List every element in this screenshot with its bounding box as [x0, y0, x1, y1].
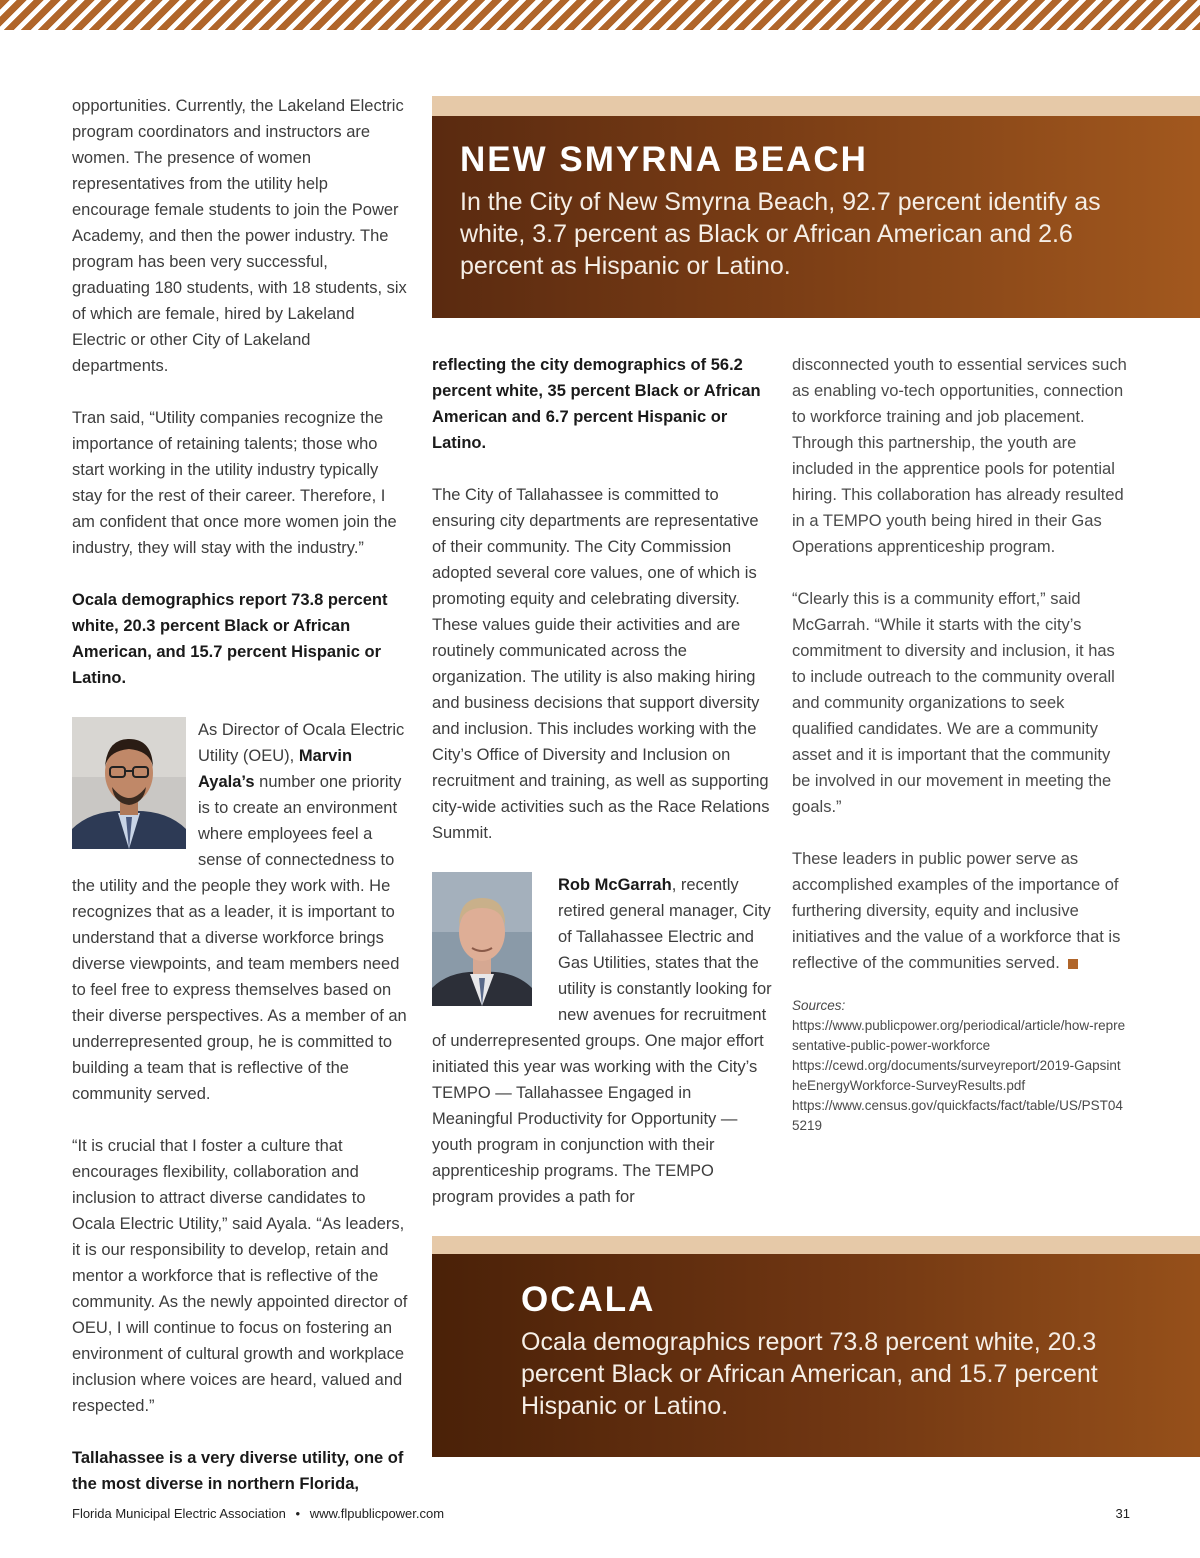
callout-body	[432, 116, 1200, 318]
paragraph-lakeland: opportunities. Currently, the Lakeland Electric program coordinators and instructors are women. The presence of women representatives from the utility help encourage female students to join the Power Academy, and then the power industry. The program has been very successful, graduating 180 students, with 18 students, six of which are female, hired by Lakeland Electric or other City of Lakeland departments.	[72, 97, 407, 375]
mcgarrah-name: Rob McGarrah	[558, 876, 672, 894]
source-link[interactable]: https://cewd.org/documents/surveyreport/2019-GapsintheEnergyWorkforce-SurveyResults.pdf	[792, 1058, 1121, 1093]
portrait-image	[72, 717, 186, 849]
paragraph-tallahassee-demographics: reflecting the city demographics of 56.2 percent white, 35 percent Black or African American and 6.7 percent Hispanic or Latino.	[432, 356, 761, 452]
ayala-name: Marvin Ayala’s	[198, 747, 353, 791]
footer-separator: •	[295, 1506, 301, 1521]
paragraph-ayala	[72, 717, 408, 1107]
sources-label: Sources:	[792, 998, 846, 1013]
callout-tan-band	[432, 96, 1200, 116]
closing-text: These leaders in public power serve as accomplished examples of the importance of furthering diversity, equity and inclusive initiatives and the value of a workforce that is reflective of the communities served.	[792, 850, 1121, 972]
header-stripe-pattern	[0, 0, 1200, 30]
source-link[interactable]: https://www.publicpower.org/periodical/article/how-representative-public-power-workforce	[792, 1018, 1126, 1053]
mcgarrah-text: , recently retired general manager, City of Tallahassee Electric and Gas Utilities, states that the utility is constantly looking for new avenues for recruitment of underrepresented groups. One major effort initiated this year was working with the City’s TEMPO — Tallahassee Engaged in Meaningful Productivity for Opportunity — youth program in conjunction with their apprenticeship programs. The TEMPO program provides a path for	[432, 876, 772, 1206]
page-footer	[72, 1506, 1130, 1521]
source-link[interactable]: https://www.census.gov/quickfacts/fact/table/US/PST045219	[792, 1098, 1123, 1133]
paragraph-mcgarrah	[432, 872, 772, 1210]
paragraph-ayala-quote: “It is crucial that I foster a culture that encourages flexibility, collaboration and inclusion to attract diverse candidates to Ocala Electric Utility,” said Ayala. “As leaders, it is our responsibility to develop, retain and mentor a workforce that is reflective of the community. As the newly appointed director of OEU, I will continue to focus on fostering an environment of cultural growth and workplace inclusion where voices are heard, valued and respected.”	[72, 1137, 408, 1415]
page-number: 31	[1115, 1506, 1130, 1521]
ocala-callout	[432, 1236, 1200, 1457]
marvin-ayala-photo	[72, 717, 186, 849]
callout-title: OCALA	[521, 1280, 656, 1319]
footer-url[interactable]: www.flpublicpower.com	[309, 1506, 445, 1521]
paragraph-tallahassee-commitment: The City of Tallahassee is committed to ensuring city departments are representative of their community. The City Commission adopted several core values, one of which is promoting equity and celebrating diversity. These values guide their activities and are routinely communicated across the organization. The utility is also making hiring and business decisions that support diversity and inclusion. This includes working with the City’s Office of Diversity and Inclusion on recruitment and training, as well as supporting city-wide activities such as the Race Relations Summit.	[432, 486, 770, 842]
sources-list	[792, 996, 1128, 1136]
paragraph-ocala-demographics: Ocala demographics report 73.8 percent white, 20.3 percent Black or African American, and 15.7 percent Hispanic or Latino.	[72, 591, 388, 687]
callout-tan-band	[432, 1236, 1200, 1254]
footer-org: Florida Municipal Electric Association	[72, 1506, 286, 1521]
paragraph-closing	[792, 846, 1128, 976]
portrait-image	[432, 872, 532, 1006]
callout-body	[432, 1254, 1200, 1457]
callout-title: NEW SMYRNA BEACH	[460, 140, 868, 179]
end-mark-icon	[1068, 959, 1078, 969]
paragraph-tallahassee-intro: Tallahassee is a very diverse utility, one of the most diverse in northern Florida,	[72, 1449, 404, 1493]
paragraph-mcgarrah-quote: “Clearly this is a community effort,” said McGarrah. “While it starts with the city’s commitment to diversity and inclusion, it has to include outreach to the community overall and community organizations to seek qualified candidates. We are a community asset and it is important that the community be involved in our movement in meeting the goals.”	[792, 590, 1115, 816]
article-column-3	[792, 352, 1128, 1136]
callout-text: Ocala demographics report 73.8 percent white, 20.3 percent Black or African American, and 15.7 percent Hispanic or Latino.	[521, 1328, 1098, 1420]
paragraph-tempo-youth: disconnected youth to essential services such as enabling vo-tech opportunities, connection to workforce training and job placement. Through this partnership, the youth are included in the apprentice pools for potential hiring. This collaboration has already resulted in a TEMPO youth being hired in their Gas Operations apprenticeship program.	[792, 356, 1127, 556]
article-column-1	[72, 93, 408, 1523]
paragraph-tran-quote: Tran said, “Utility companies recognize the importance of retaining talents; those who start working in the utility industry typically stay for the rest of their career. Therefore, I am confident that once more women join the industry, they will stay with the industry.”	[72, 409, 397, 557]
rob-mcgarrah-photo	[432, 872, 532, 1006]
ayala-text-intro: As Director of Ocala Electric Utility (OEU),	[198, 721, 405, 765]
article-column-2	[432, 352, 772, 1236]
new-smyrna-beach-callout	[432, 96, 1200, 318]
callout-text: In the City of New Smyrna Beach, 92.7 percent identify as white, 3.7 percent as Black or African American and 2.6 percent as Hispanic or Latino.	[460, 188, 1101, 280]
ayala-text-body: number one priority is to create an environment where employees feel a sense of connectedness to the utility and the people they work with. He recognizes that as a leader, it is important to understand that a diverse workforce brings diverse viewpoints, and team members need to feel free to express themselves based on their diverse perspectives. As a member of an underrepresented group, he is committed to building a team that is reflective of the community served.	[72, 773, 407, 1103]
